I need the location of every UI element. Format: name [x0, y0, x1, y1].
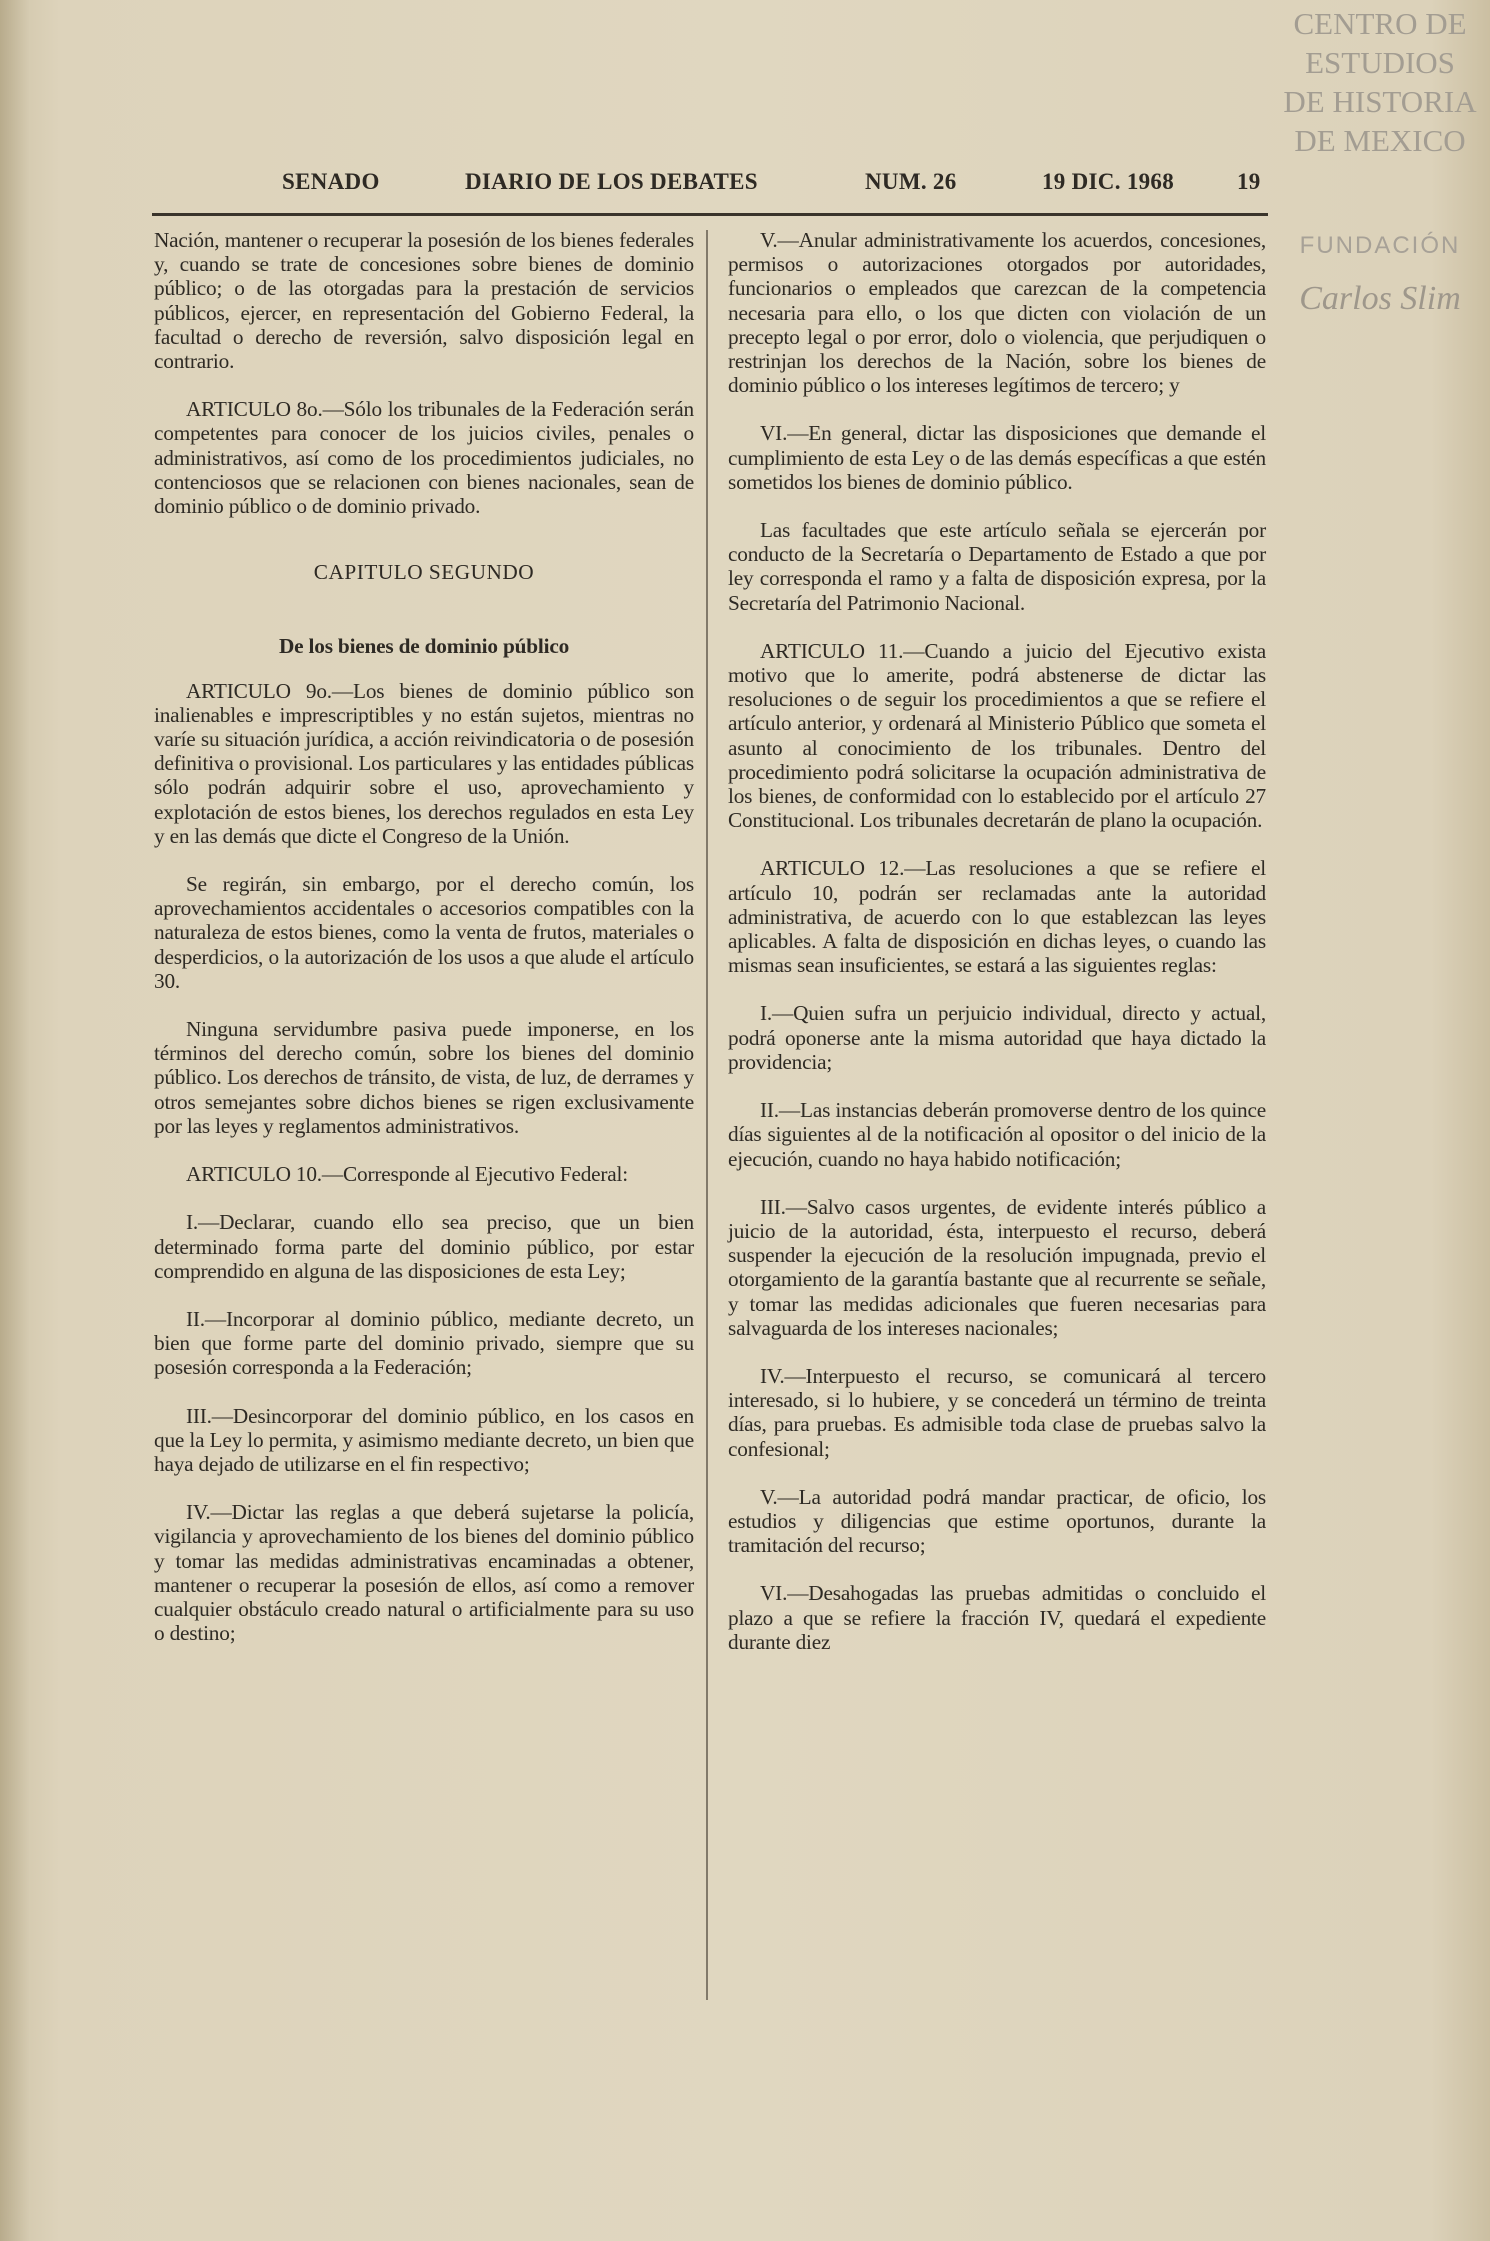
paragraph: ARTICULO 9o.—Los bienes de dominio público son inalienables e imprescriptibles y no están sujetos, mientras no varíe su situación jurídica, a acción reivindicatoria o de posesión definitiva o provisional. Los particulares y las entidades públicas sólo podrán adquirir sobre el uso, aprovechamiento y explotación de estos bienes, los derechos regulados en esta Ley y en las demás que dicte el Congreso de la Unión. [154, 678, 694, 848]
paragraph: ARTICULO 8o.—Sólo los tribunales de la Federación serán competentes para conocer de los juicios civiles, penales o administrativos, así como de los procedimientos judiciales, no contenciosos que se relacionen con bienes nacionales, sean de dominio público o de dominio privado. [154, 397, 694, 519]
paragraph: Las facultades que este artículo señala se ejercerán por conducto de la Secretaría o Departamento de Estado a que por ley corresponda el ramo y a falta de disposición expresa, por la Secretaría del Patrimonio Nacional. [728, 518, 1266, 615]
header-number: NUM. 26 [865, 169, 957, 194]
header-date: 19 DIC. 1968 [1042, 169, 1175, 194]
chapter-subtitle: De los bienes de dominio público [278, 634, 570, 659]
header-page-number: 19 [1237, 169, 1261, 194]
paragraph: III.—Salvo casos urgentes, de evidente interés público a juicio de la autoridad, ésta, interpuesto el recurso, deberá suspender la ejecución de la resolución impugnada, previo el otorgamiento de la garantía bastante que al recurrente se señale, y tomar las medidas adicionales que fueren necesarias para salvaguarda de los intereses nacionales; [728, 1194, 1266, 1340]
watermark-line: DE HISTORIA [1283, 84, 1477, 119]
page-edge [0, 0, 30, 2241]
paragraph: V.—La autoridad podrá mandar practicar, de oficio, los estudios y diligencias que estime oportunos, durante la tramitación del recurso; [728, 1484, 1266, 1558]
paragraph: II.—Las instancias deberán promoverse dentro de los quince días siguientes al de la notificación al opositor o del inicio de la ejecución, cuando no haya habido notificación; [728, 1098, 1266, 1171]
paragraph: II.—Incorporar al dominio público, mediante decreto, un bien que forme parte del dominio privado, siempre que su posesión corresponda a la Federación; [154, 1306, 694, 1380]
watermark-signature: Carlos Slim [1299, 280, 1461, 317]
paragraph: I.—Quien sufra un perjuicio individual, directo y actual, podrá oponerse ante la misma autoridad que haya dictado la providencia; [728, 1001, 1266, 1074]
paragraph: VI.—En general, dictar las disposiciones que demande el cumplimiento de esta Ley o de las demás específicas a que estén sometidos los bienes de dominio público. [728, 421, 1266, 494]
page-header [282, 165, 1262, 205]
watermark-foundation: FUNDACIÓN [1299, 232, 1461, 259]
right-column [728, 228, 1266, 1678]
paragraph: ARTICULO 11.—Cuando a juicio del Ejecutivo exista motivo que lo amerite, podrá abstenerse de dictar las resoluciones o de seguir los procedimientos a que se refiere el artículo anterior, y ordenará al Ministerio Público que someta el asunto al conocimiento de los tribunales. Dentro del procedimiento podrá solicitarse la ocupación administrativa de los bienes, de conformidad con lo establecido por el artículo 27 Constitucional. Los tribunales decretarán de plano la ocupación. [728, 638, 1266, 833]
paragraph: ARTICULO 10.—Corresponde al Ejecutivo Federal: [186, 1162, 628, 1187]
paragraph: IV.—Interpuesto el recurso, se comunicará al tercero interesado, si lo hubiere, y se concederá un término de treinta días, para pruebas. Es admisible toda clase de pruebas salvo la confesional; [728, 1363, 1266, 1461]
paragraph: IV.—Dictar las reglas a que deberá sujetarse la policía, vigilancia y aprovechamiento de los bienes del dominio público y tomar las medidas administrativas encaminadas a obtener, mantener o recuperar la posesión de ellos, así como a remover cualquier obstáculo creado natural o artificialmente para su uso o destino; [154, 1500, 694, 1646]
paragraph: I.—Declarar, cuando ello sea preciso, que un bien determinado forma parte del dominio público, por estar comprendido en alguna de las disposiciones de esta Ley; [154, 1210, 694, 1283]
paragraph: ARTICULO 12.—Las resoluciones a que se refiere el artículo 10, podrán ser reclamadas ante la autoridad administrativa, de acuerdo con lo que establezcan las leyes aplicables. A falta de disposición en dichas leyes, o cuando las mismas sean insuficientes, se estará a las siguientes reglas: [728, 856, 1266, 978]
watermark-centro-estudios [1278, 4, 1482, 160]
watermark-line: ESTUDIOS [1305, 45, 1455, 80]
header-section: SENADO [282, 169, 380, 194]
paragraph: Se regirán, sin embargo, por el derecho común, los aprovechamientos accidentales o accesorios compatibles con la naturaleza de estos bienes, como la venta de frutos, materiales o desperdicios, o la autorización de los usos a que alude el artículo 30. [154, 872, 694, 993]
paragraph: VI.—Desahogadas las pruebas admitidas o concluido el plazo a que se refiere la fracción IV, quedará el expediente durante diez [728, 1581, 1266, 1654]
paragraph: Ninguna servidumbre pasiva puede imponerse, en los términos del derecho común, sobre los bienes del dominio público. Los derechos de tránsito, de vista, de luz, de derrames y otros semejantes sobre dichos bienes se rigen exclusivamente por las leyes y reglamentos administrativos. [154, 1017, 694, 1138]
watermark-line: CENTRO DE [1293, 6, 1467, 41]
header-publication: DIARIO DE LOS DEBATES [465, 169, 758, 194]
watermark-line: DE MEXICO [1294, 123, 1466, 158]
header-rule [152, 213, 1268, 216]
chapter-heading: CAPITULO SEGUNDO [313, 560, 535, 585]
column-divider [706, 230, 708, 2000]
paragraph: V.—Anular administrativamente los acuerdos, concesiones, permisos o autorizaciones otorgados por autoridades, funcionarios o empleados que carezcan de la competencia necesaria para ello, o los que dicten con violación de un precepto legal o por error, dolo o violencia, que perjudiquen o restrinjan los derechos de la Nación, sobre los bienes de dominio público o los intereses legítimos de tercero; y [728, 228, 1266, 398]
paragraph: Nación, mantener o recuperar la posesión de los bienes federales y, cuando se trate de concesiones sobre bienes de dominio público; o de las otorgadas para la prestación de servicios públicos, ejercer, en representación del Gobierno Federal, la facultad o derecho de reversión, salvo disposición legal en contrario. [154, 228, 694, 374]
paragraph: III.—Desincorporar del dominio público, en los casos en que la Ley lo permita, y asimismo mediante decreto, un bien que haya dejado de utilizarse en el fin respectivo; [154, 1403, 694, 1476]
left-column [154, 228, 694, 1669]
